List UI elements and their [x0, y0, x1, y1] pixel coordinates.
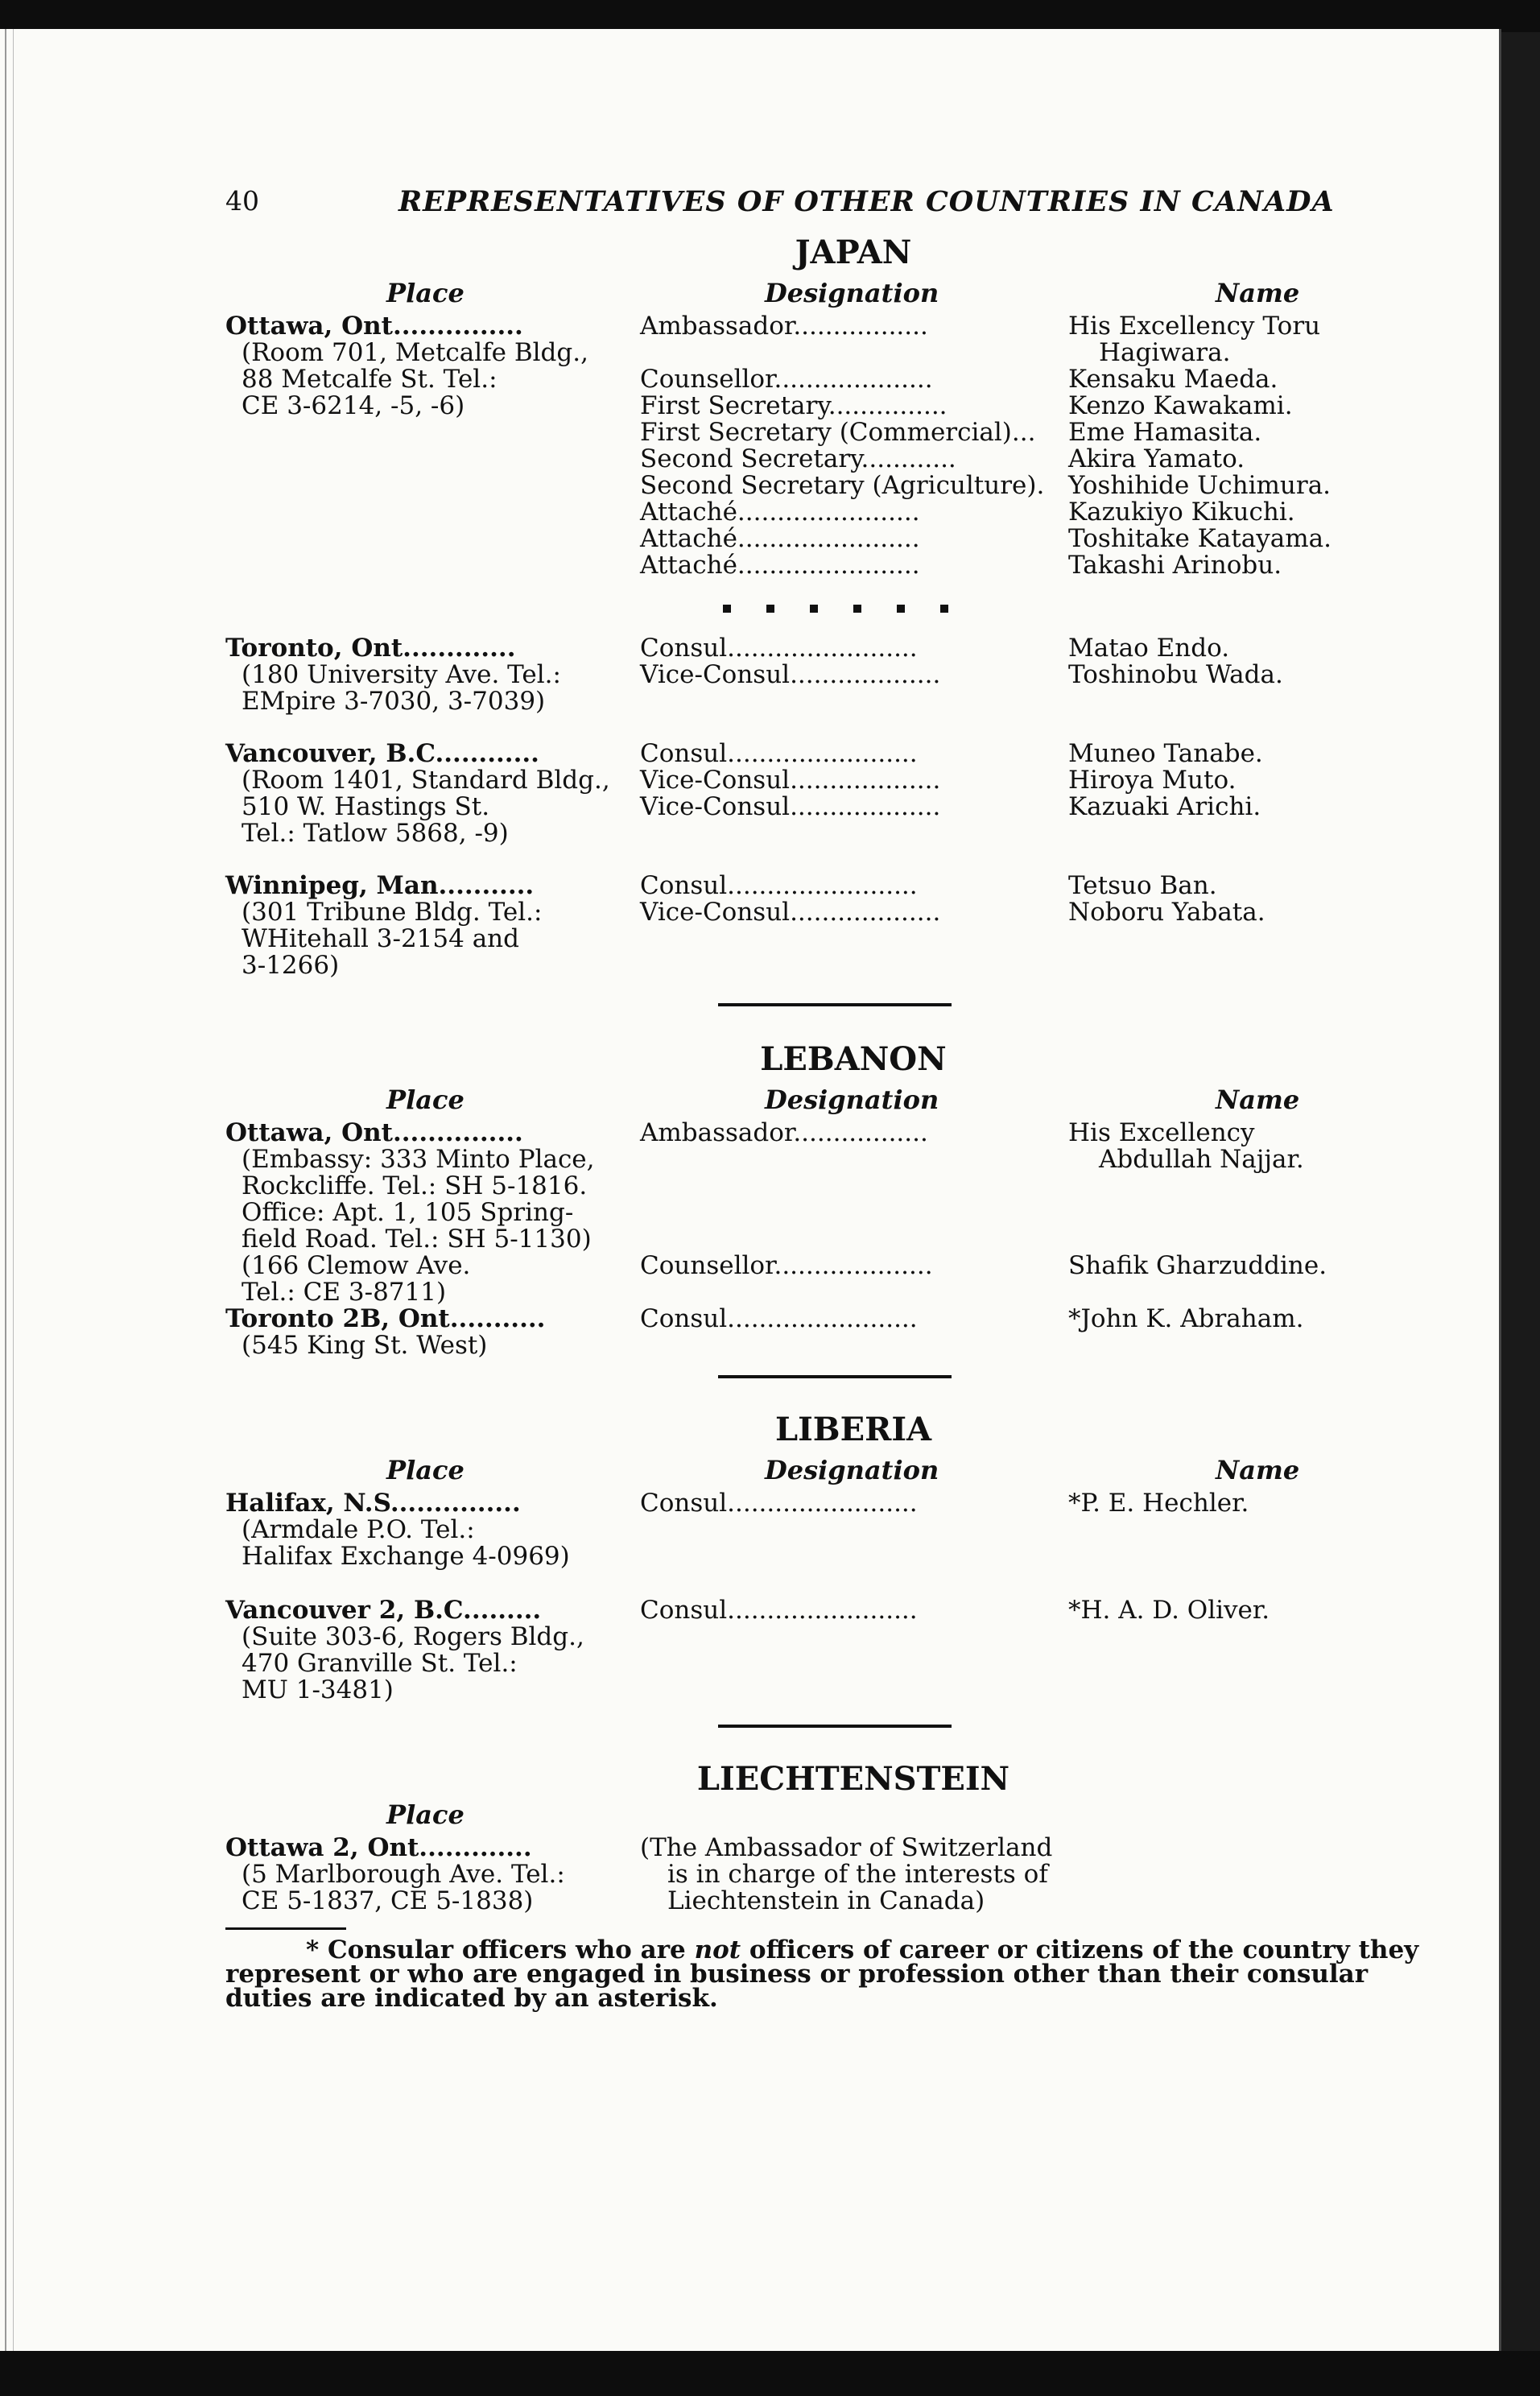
entry-lebanon-ottawa: [225, 1120, 1449, 1253]
designation-cell: [640, 1120, 1068, 1253]
scan-top-border: [0, 0, 1540, 32]
place-name: Ottawa, Ont...............: [225, 1118, 523, 1147]
person-name: Akira Yamato.: [1068, 444, 1245, 473]
country-heading-japan: JAPAN: [795, 233, 912, 271]
spacer: [225, 847, 1449, 873]
running-header: [225, 185, 1449, 233]
place-heading: Place: [386, 1455, 464, 1485]
entry-japan-winnipeg: [225, 873, 1449, 979]
name-cell: [1068, 313, 1449, 579]
entry-lebanon-ottawa-counsellor: [225, 1253, 1449, 1306]
person-name: Kensaku Maeda.: [1068, 365, 1278, 394]
person-name: *H. A. D. Oliver.: [1068, 1596, 1270, 1625]
person-name: Kenzo Kawakami.: [1068, 391, 1293, 420]
address-line: (Armdale P.O. Tel.:: [242, 1515, 475, 1544]
person-name: Eme Hamasita.: [1068, 418, 1262, 447]
designation: Ambassador.................: [640, 312, 928, 341]
address-line: Office: Apt. 1, 105 Spring-: [242, 1198, 574, 1227]
section-liechtenstein: [225, 1760, 1449, 1915]
footnote-text: officers of career or citizens of the country they represent or who are engaged in business or profession other than their consular duties are indicated by an asterisk.: [225, 1935, 1419, 2013]
place-address: [225, 662, 640, 715]
address-line: 510 W. Hastings St.: [242, 792, 490, 821]
place-address: [225, 340, 640, 419]
section-lebanon: [225, 1040, 1449, 1378]
person-name: His Excellency: [1068, 1118, 1255, 1147]
address-line: 3-1266): [242, 951, 340, 980]
separator-dot: [853, 605, 861, 613]
place-cell: [225, 1597, 640, 1704]
designation: Consul........................: [640, 739, 918, 768]
place-address: [225, 1146, 640, 1253]
note-line: Liechtenstein in Canada): [667, 1886, 985, 1915]
country-heading-lebanon: LEBANON: [760, 1040, 947, 1078]
entry-japan-vancouver: [225, 741, 1449, 847]
designation: First Secretary...............: [640, 391, 948, 420]
column-headings: [225, 271, 1449, 313]
place-heading: Place: [386, 278, 464, 308]
place-cell: [225, 1306, 640, 1359]
footnote-text: * Consular officers who are: [306, 1935, 695, 1964]
address-line: (180 University Ave. Tel.:: [242, 660, 561, 689]
entry-liechtenstein-ottawa: [225, 1835, 1449, 1915]
place-address: [225, 1253, 640, 1306]
place-cell: [225, 1835, 640, 1915]
person-name: Abdullah Najjar.: [1099, 1145, 1304, 1174]
section-divider: [718, 1725, 952, 1728]
address-line: field Road. Tel.: SH 5-1130): [242, 1225, 592, 1254]
footnote-emphasis: not: [694, 1935, 741, 1964]
representation-note: [640, 1835, 1052, 1915]
separator-dot: [766, 605, 774, 613]
designation-cell: [640, 313, 1068, 579]
section-divider: [718, 1375, 952, 1378]
person-name: Toshitake Katayama.: [1068, 524, 1332, 553]
address-line: (Room 701, Metcalfe Bldg.,: [242, 338, 588, 367]
place-name: Toronto, Ont.............: [225, 634, 516, 663]
person-name: Hiroya Muto.: [1068, 766, 1237, 795]
place-name: Winnipeg, Man...........: [225, 871, 535, 900]
designation-cell: [640, 1253, 1068, 1306]
designation-spacer: [640, 340, 1068, 366]
entry-lebanon-toronto: [225, 1306, 1449, 1359]
place-cell: [225, 313, 640, 579]
section-japan: [225, 233, 1449, 1006]
designation: Counsellor....................: [640, 1251, 933, 1280]
person-name: Kazukiyo Kikuchi.: [1068, 498, 1295, 527]
running-title: REPRESENTATIVES OF OTHER COUNTRIES IN CANADA: [398, 185, 1335, 218]
separator-dot: [810, 605, 818, 613]
designation-cell: [640, 1597, 1068, 1704]
designation-cell: [640, 873, 1068, 979]
designation: Vice-Consul...................: [640, 766, 941, 795]
address-line: Tel.: Tatlow 5868, -9): [242, 819, 509, 848]
place-heading: Place: [386, 1084, 464, 1115]
person-name: *John K. Abraham.: [1068, 1304, 1304, 1333]
person-name: Yoshihide Uchimura.: [1068, 471, 1332, 500]
dot-separator: [225, 605, 1449, 613]
column-headings: [225, 1448, 1449, 1490]
entry-liberia-vancouver: [225, 1597, 1449, 1704]
person-name: Muneo Tanabe.: [1068, 739, 1263, 768]
separator-dot: [723, 605, 731, 613]
place-name: Ottawa 2, Ont.............: [225, 1833, 532, 1862]
name-heading: Name: [1216, 278, 1300, 308]
place-cell: [225, 741, 640, 847]
designation: Counsellor....................: [640, 365, 933, 394]
person-name: Noboru Yabata.: [1068, 898, 1265, 927]
place-address: [225, 1517, 640, 1570]
place-name: Vancouver 2, B.C.........: [225, 1596, 542, 1625]
designation-heading: Designation: [765, 278, 939, 308]
name-heading: Name: [1216, 1084, 1300, 1115]
entry-liberia-halifax: [225, 1490, 1449, 1570]
designation-cell: [640, 1490, 1068, 1570]
designation: Vice-Consul...................: [640, 898, 941, 927]
address-line: (301 Tribune Bldg. Tel.:: [242, 898, 543, 927]
column-headings: [225, 1798, 1449, 1835]
entry-japan-ottawa: [225, 313, 1449, 579]
place-cell: [225, 873, 640, 979]
name-cell: [1068, 873, 1449, 979]
designation: Consul........................: [640, 634, 918, 663]
place-address: [225, 767, 640, 847]
place-address: [225, 1861, 640, 1915]
name-cell: [1068, 741, 1449, 847]
designation: Consul........................: [640, 1304, 918, 1333]
address-line: (5 Marlborough Ave. Tel.:: [242, 1860, 565, 1889]
name-cell: [1068, 1597, 1449, 1704]
place-address: [225, 1332, 640, 1359]
place-name: Halifax, N.S...............: [225, 1489, 521, 1518]
spacer: [225, 715, 1449, 741]
section-divider: [718, 1003, 952, 1006]
designation: Second Secretary (Agriculture).: [640, 471, 1045, 500]
page-content: [225, 185, 1449, 2013]
place-address: [225, 1624, 640, 1704]
address-line: (Suite 303-6, Rogers Bldg.,: [242, 1622, 584, 1651]
page-binding-edge: [5, 29, 14, 2356]
name-cell: [1068, 635, 1449, 715]
address-line: MU 1-3481): [242, 1675, 394, 1704]
address-line: CE 5-1837, CE 5-1838): [242, 1886, 534, 1915]
separator-dot: [897, 605, 905, 613]
designation-heading: Designation: [765, 1084, 939, 1115]
designation: Consul........................: [640, 1489, 918, 1518]
name-cell: [1068, 1253, 1449, 1306]
designation: Vice-Consul...................: [640, 792, 941, 821]
place-cell: [225, 1253, 640, 1306]
footnote-rule: [225, 1927, 346, 1930]
person-name: Tetsuo Ban.: [1068, 871, 1217, 900]
person-name: Shafik Gharzuddine.: [1068, 1251, 1327, 1280]
name-cell: [1068, 1120, 1449, 1253]
place-heading: Place: [386, 1799, 464, 1830]
scan-bottom-border: [0, 2351, 1540, 2396]
address-line: (545 King St. West): [242, 1331, 488, 1360]
designation: Consul........................: [640, 1596, 918, 1625]
spacer: [225, 1570, 1449, 1597]
address-line: (Room 1401, Standard Bldg.,: [242, 766, 610, 795]
place-name: Vancouver, B.C............: [225, 739, 539, 768]
page-number: 40: [225, 185, 259, 217]
entry-japan-toronto: [225, 635, 1449, 715]
address-line: Tel.: CE 3-8711): [242, 1278, 447, 1307]
person-name: Matao Endo.: [1068, 634, 1230, 663]
country-heading-liberia: LIBERIA: [774, 1411, 932, 1448]
name-cell: [1068, 1306, 1449, 1359]
designation-cell: [640, 741, 1068, 847]
person-name: *P. E. Hechler.: [1068, 1489, 1249, 1518]
country-heading-liechtenstein: LIECHTENSTEIN: [696, 1760, 1010, 1798]
person-name: His Excellency Toru: [1068, 312, 1321, 341]
designation: Vice-Consul...................: [640, 660, 941, 689]
designation: Attaché.......................: [640, 524, 920, 553]
note-line: is in charge of the interests of: [667, 1860, 1048, 1889]
address-line: 470 Granville St. Tel.:: [242, 1649, 518, 1678]
person-name: Toshinobu Wada.: [1068, 660, 1283, 689]
footnote: [225, 1935, 1449, 2013]
person-name: Hagiwara.: [1099, 338, 1231, 367]
name-cell: [1068, 1490, 1449, 1570]
designation: Consul........................: [640, 871, 918, 900]
address-line: EMpire 3-7030, 3-7039): [242, 687, 546, 716]
name-heading: Name: [1216, 1455, 1300, 1485]
designation: Attaché.......................: [640, 551, 920, 580]
address-line: Halifax Exchange 4-0969): [242, 1542, 570, 1571]
designation: Attaché.......................: [640, 498, 920, 527]
place-cell: [225, 1120, 640, 1253]
section-liberia: [225, 1411, 1449, 1728]
person-name: Kazuaki Arichi.: [1068, 792, 1261, 821]
address-line: 88 Metcalfe St. Tel.:: [242, 365, 498, 394]
person-name: Takashi Arinobu.: [1068, 551, 1282, 580]
address-line: (166 Clemow Ave.: [242, 1251, 471, 1280]
address-line: Rockcliffe. Tel.: SH 5-1816.: [242, 1171, 588, 1200]
place-name: Toronto 2B, Ont...........: [225, 1304, 546, 1333]
designation: Second Secretary............: [640, 444, 956, 473]
designation-cell: [640, 635, 1068, 715]
place-cell: [225, 1490, 640, 1570]
designation: First Secretary (Commercial)...: [640, 418, 1036, 447]
place-address: [225, 899, 640, 979]
address-line: (Embassy: 333 Minto Place,: [242, 1145, 595, 1174]
address-line: CE 3-6214, -5, -6): [242, 391, 465, 420]
separator-dot: [940, 605, 948, 613]
designation-heading: Designation: [765, 1455, 939, 1485]
column-headings: [225, 1078, 1449, 1120]
designation-cell: [640, 1306, 1068, 1359]
note-line: (The Ambassador of Switzerland: [640, 1833, 1053, 1862]
place-name: Ottawa, Ont...............: [225, 312, 523, 341]
place-cell: [225, 635, 640, 715]
designation: Ambassador.................: [640, 1118, 928, 1147]
address-line: WHitehall 3-2154 and: [242, 924, 519, 953]
